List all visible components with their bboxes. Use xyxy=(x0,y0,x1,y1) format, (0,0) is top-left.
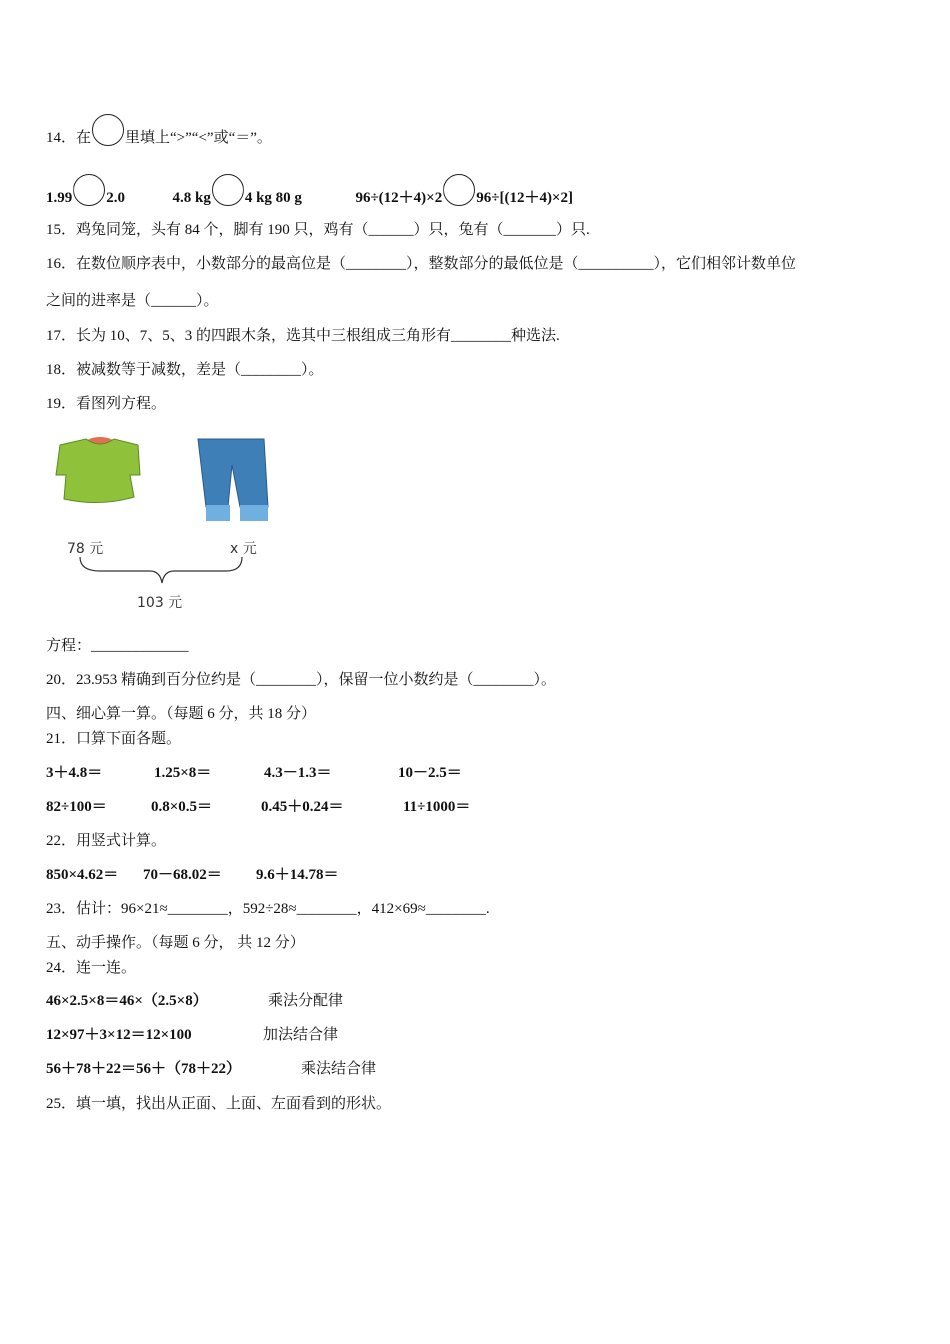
q20: 20．23.953 精确到百分位约是（________），保留一位小数约是（________）。 xyxy=(46,672,557,688)
calc-item: 0.8×0.5＝ xyxy=(151,799,213,815)
total-price-label: 103 元 xyxy=(137,595,183,611)
q16-line1: 16．在数位顺序表中，小数部分的最高位是（________），整数部分的最低位是（__________），它们相邻计数单位 xyxy=(46,256,797,272)
q25: 25．填一填，找出从正面、上面、左面看到的形状。 xyxy=(46,1096,392,1112)
q19-equation: 方程：_____________ xyxy=(46,638,189,654)
calc-item: 1.25×8＝ xyxy=(154,765,212,781)
compare-left: 4.8 kg xyxy=(172,190,211,206)
section-4-heading: 四、细心算一算。（每题 6 分，共 18 分） xyxy=(46,706,317,722)
q21-title: 21．口算下面各题。 xyxy=(46,731,182,747)
calc-item: 82÷100＝ xyxy=(46,799,107,815)
compare-right: 2.0 xyxy=(106,190,125,206)
q21-row1 xyxy=(46,763,462,783)
compare-circle[interactable] xyxy=(212,174,244,206)
q24-row xyxy=(46,991,343,1011)
q24-row xyxy=(46,1025,338,1045)
q17: 17．长为 10、7、5、3 的四跟木条，选其中三根组成三角形有________种选法. xyxy=(46,328,560,344)
compare-left: 1.99 xyxy=(46,190,73,206)
expression: 56＋78＋22＝56＋（78＋22） xyxy=(46,1061,242,1077)
shirt-image xyxy=(56,437,140,503)
q24-row xyxy=(46,1059,376,1079)
compare-left: 96÷(12＋4)×2 xyxy=(355,190,443,206)
q14-text2: 里填上“>”“<”或“＝”。 xyxy=(125,130,272,146)
calc-item: 850×4.62＝ xyxy=(46,867,119,883)
q18: 18．被减数等于减数，差是（________）。 xyxy=(46,362,324,378)
circle-blank xyxy=(92,114,124,146)
brace xyxy=(80,557,242,583)
compare-circle[interactable] xyxy=(443,174,475,206)
calc-item: 4.3－1.3＝ xyxy=(264,765,332,781)
expression: 12×97＋3×12＝12×100 xyxy=(46,1027,192,1043)
q14-items xyxy=(46,174,573,208)
calc-item: 3＋4.8＝ xyxy=(46,765,103,781)
compare-right: 96÷[(12＋4)×2] xyxy=(476,190,573,206)
calc-item: 70－68.02＝ xyxy=(143,867,222,883)
calc-item: 9.6＋14.78＝ xyxy=(256,867,339,883)
calc-item: 10－2.5＝ xyxy=(398,765,462,781)
calc-item: 11÷1000＝ xyxy=(403,799,471,815)
calc-item: 0.45＋0.24＝ xyxy=(261,799,344,815)
q19-title: 19．看图列方程。 xyxy=(46,396,167,412)
shirt-price-label: 78 元 xyxy=(67,541,104,557)
section-5-heading: 五、动手操作。（每题 6 分， 共 12 分） xyxy=(46,935,305,951)
q15: 15．鸡兔同笼，头有 84 个，脚有 190 只，鸡有（______）只，兔有（_______）只. xyxy=(46,222,590,238)
q14-title xyxy=(46,114,272,148)
q21-row2 xyxy=(46,797,470,817)
q23: 23．估计：96×21≈________，592÷28≈________，412×69≈________. xyxy=(46,901,490,917)
law-label: 乘法结合律 xyxy=(301,1061,377,1077)
q22-title: 22．用竖式计算。 xyxy=(46,833,167,849)
q14-text: 14．在 xyxy=(46,130,92,146)
expression: 46×2.5×8＝46×（2.5×8） xyxy=(46,993,208,1009)
pants-image xyxy=(198,439,268,521)
q16-line2: 之间的进率是（______）。 xyxy=(46,293,219,309)
q19-figure xyxy=(50,435,280,615)
compare-circle[interactable] xyxy=(73,174,105,206)
pants-price-label: x 元 xyxy=(230,541,257,557)
q22-items xyxy=(46,865,339,885)
q24-title: 24．连一连。 xyxy=(46,960,137,976)
compare-right: 4 kg 80 g xyxy=(244,190,302,206)
law-label: 加法结合律 xyxy=(263,1027,339,1043)
law-label: 乘法分配律 xyxy=(268,993,344,1009)
